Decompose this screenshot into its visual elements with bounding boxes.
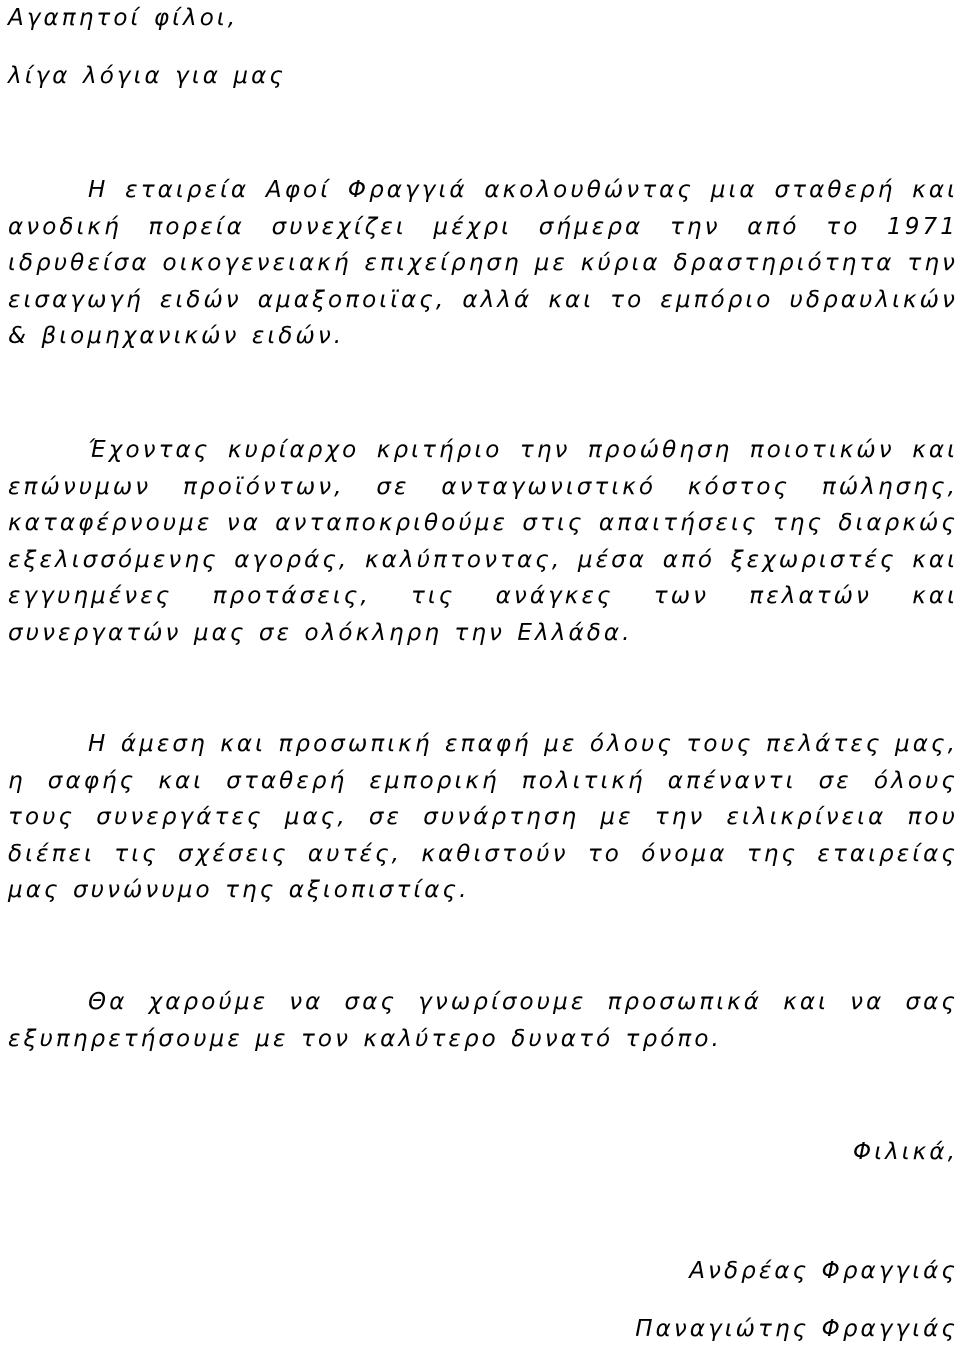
paragraph-reliability: Η άμεση και προσωπική επαφή με όλους τους πελάτες μας, η σαφής και σταθερή εμπορική πολιτική απέναντι σε όλους τους συνεργάτες μας, σε συνάρτηση με την ειλικρίνεια που διέπει τις σχέσεις αυτές, καθιστούν το όνομα της εταιρείας μας συνώνυμο της αξιοπιστίας. <box>8 731 958 904</box>
paragraph-company-history: Η εταιρεία Αφοί Φραγγιά ακολουθώντας μια σταθερή και ανοδική πορεία συνεχίζει μέχρι σήμερα την από το 1971 ιδρυθείσα οικογενειακή επιχείρηση με κύρια δραστηριότητα την εισαγωγή ειδών αμαξοποιϊας, αλλά και το εμπόριο υδραυλικών & βιομηχανικών ειδών. <box>8 177 958 350</box>
paragraph-invitation: Θα χαρούμε να σας γνωρίσουμε προσωπικά και να σας εξυπηρετήσουμε με τον καλύτερο δυνατό τρόπο. <box>8 989 958 1052</box>
closing: Φιλικά, <box>852 1139 958 1165</box>
signature-panagiotis: Παναγιώτης Φραγγιάς <box>635 1316 958 1342</box>
signature-andreas: Ανδρέας Φραγγιάς <box>689 1258 958 1284</box>
salutation: Αγαπητοί φίλοι, <box>8 5 239 31</box>
intro-heading: λίγα λόγια για μας <box>8 63 286 89</box>
paragraph-products: Έχοντας κυρίαρχο κριτήριο την προώθηση ποιοτικών και επώνυμων προϊόντων, σε ανταγωνιστικό κόστος πώλησης, καταφέρνουμε να ανταποκριθούμε στις απαιτήσεις της διαρκώς εξελισσόμενης αγοράς, καλύπτοντας, μέσα από ξεχωριστές και εγγυημένες προτάσεις, τις ανάγκες των πελατών και συνεργατών μας σε ολόκληρη την Ελλάδα. <box>8 437 958 646</box>
